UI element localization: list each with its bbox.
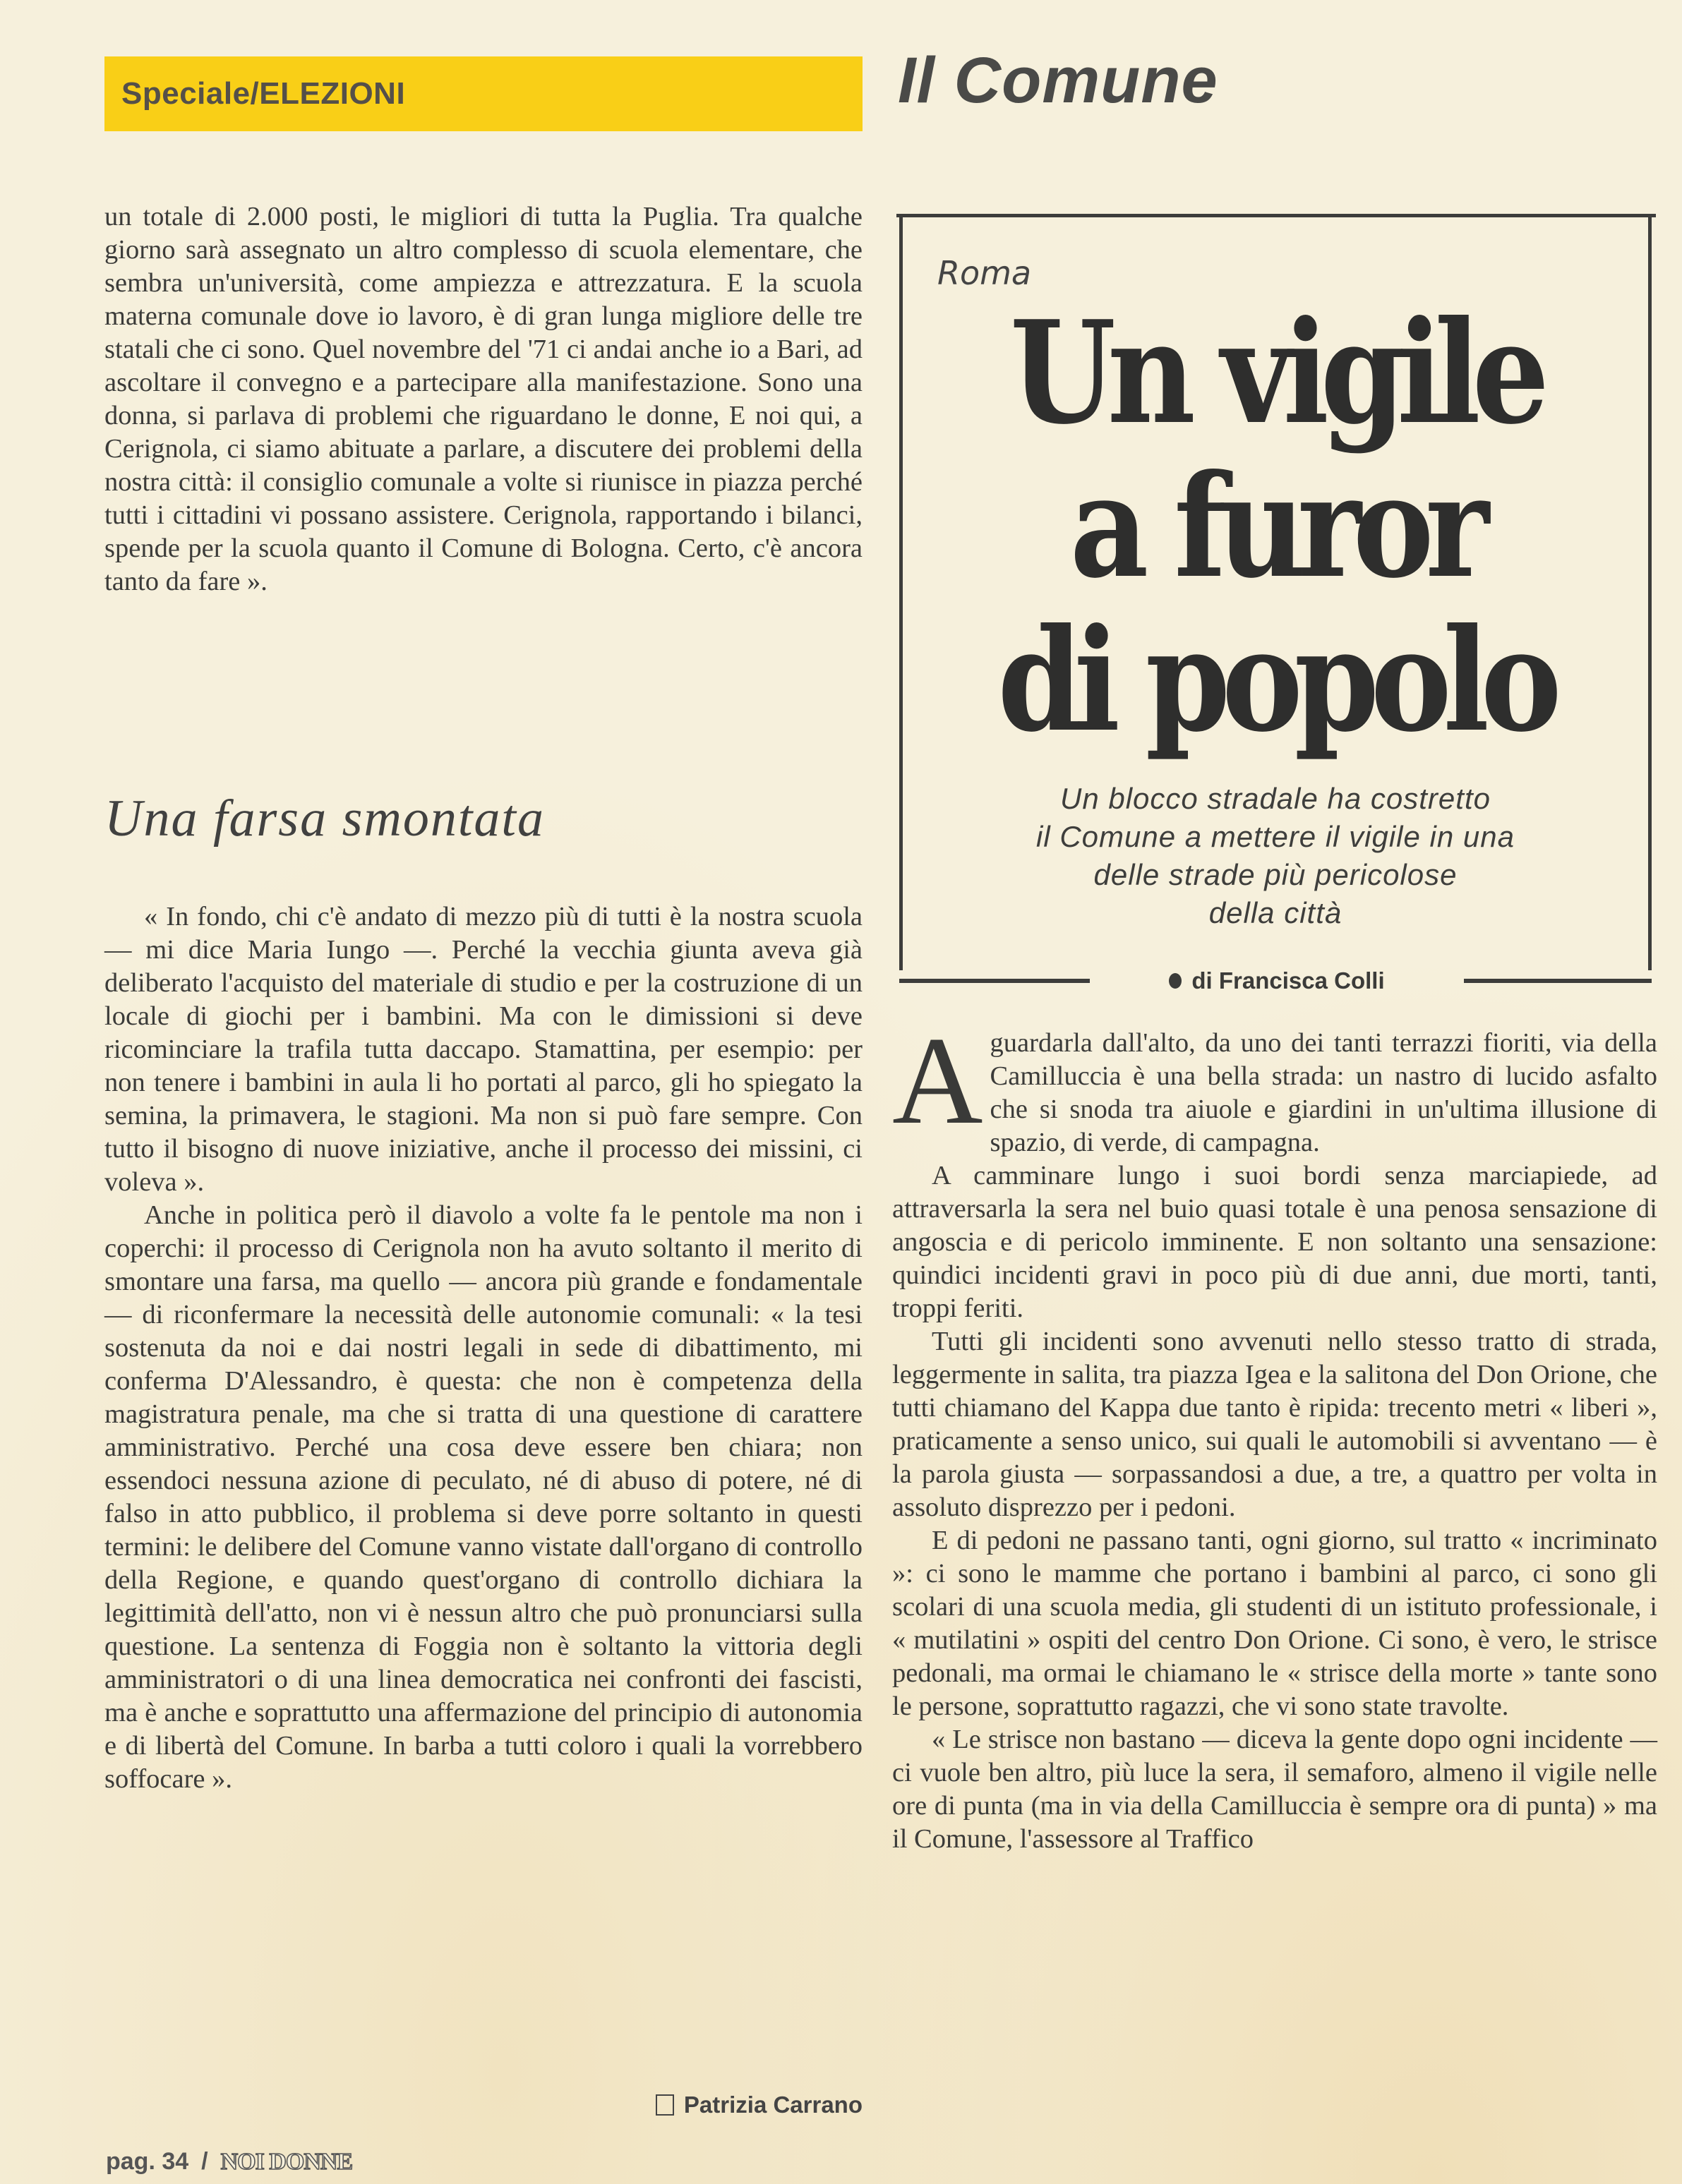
box-top-rule [896,214,1656,217]
dek-line: delle strade più pericolose [1093,858,1458,891]
paragraph: « Le strisce non bastano — diceva la gente dopo ogni incidente — ci vuole ben altro, più luce la sera, il semaforo, almeno il vigile nelle ore di punta (ma in via della Camilluccia è sempre ora di punta) » ma il Comune, l'assessore al Traffico [892,1725,1657,1854]
section-label: Speciale/ELEZIONI [121,76,406,111]
paragraph: E di pedoni ne passano tanti, ogni giorno, sul tratto « incriminato »: ci sono le mamme che portano i bambini al parco, ci sono gli scolari di una scuola media, gli studenti di un istituto professionale, i « mutilatini » ospiti del centro Don Orione. Ci sono, è vero, le strisce pedonali, ma ormai le chiamano le « strisce della morte » tante sono le persone, soprattutto ragazzi, che vi sono state travolte. [892,1526,1657,1721]
square-bullet-icon [656,2094,674,2116]
byline-rule-left [899,979,1090,983]
byline-rule-right [1464,979,1652,983]
page-number: pag. 34 [106,2148,189,2175]
page-footer [106,2148,352,2176]
paragraph: Anche in politica però il diavolo a volte fa le pentole ma non i coperchi: il processo di Cerignola non ha avuto soltanto il merito di smontare una farsa, ma quello — ancora più grande e fondamentale — di riconfermare la necessità delle autonomie comunali: « la tesi sostenuta da noi e dai nostri legali in sede di dibattimento, mi conferma D'Alessandro, è questa: che non è competenza della magistratura penale, ma che si tratta di una questione di carattere amministrativo. Perché una cosa deve essere ben chiara; non essendoci nessuna azione di peculato, né di abuso di potere, né di falso in atto pubblico, il problema si deve porre soltanto in questi termini: le delibere del Comune vanno vistate dall'organo di controllo della Regione, e quando quest'organo di controllo dichiara la legittimità dell'atto, non vi è nessun altro che può pronunciarsi sulla questione. La sentenza di Foggia non è soltanto la vittoria degli amministratori o di una linea democratica nei confronti dei fascisti, ma è anche e soprattutto una affermazione del principio di autonomia e di libertà del Comune. In barba a tutti coloro i quali la vorrebbero soffocare ». [104,1200,863,1794]
paragraph: A camminare lungo i suoi bordi senza marciapiede, ad attraversarla la sera nel buio quasi totale è una penosa sensazione di angoscia e di pericolo imminente. E non soltanto una sensazione: quindici incidenti gravi in poco più di due anni, due morti, tanti, troppi feriti. [892,1161,1657,1323]
subheading: Una farsa smontata [104,790,545,847]
bullet-dot-icon [1169,973,1182,989]
lead-text: guardarla dall'alto, da uno dei tanti terrazzi fioriti, via della Camilluccia è una bella strada: un nastro di lucido asfalto che si snoda tra aiuole e giardini in un'ultima illusione di spazio, di verde, di campagna. [990,1028,1657,1157]
deck-subtitle [899,780,1652,932]
drop-cap: A [892,1010,983,1150]
headline [952,290,1599,764]
magazine-logo: NOI DONNE [220,2148,353,2175]
left-article-intro [104,200,863,598]
footer-separator: / [201,2148,208,2175]
author-signoff [656,2092,863,2118]
paragraph: un totale di 2.000 posti, le migliori di tutta la Puglia. Tra qualche giorno sarà assegnato un altro complesso di scuola elementare, che sembra un'università, come ampiezza e attrezzatura. E la scuola materna comunale dove io lavoro, è di gran lunga migliore delle tre statali che ci sono. Quel novembre del '71 ci andai anche io a Bari, ad ascoltare il convegno e a partecipare alla manifestazione. Sono una donna, si parlava di problemi che riguardano le donne, E noi qui, a Cerignola, ci siamo abituate a parlare, a discutere dei problemi della nostra città: il consiglio comunale a volte si riunisce in piazza perché tutti i cittadini vi possano assistere. Cerignola, rapportando i bilanci, spende per la scuola quanto il Comune di Bologna. Certo, c'è ancora tanto da fare ». [104,202,863,596]
paragraph: « In fondo, chi c'è andato di mezzo più di tutti è la nostra scuola — mi dice Maria Iungo —. Perché la vecchia giunta aveva già deliberato l'acquisto del materiale di studio e per la costruzione di un locale di giochi per i bambini. Ma con le dimissioni si deve ricominciare la trafila tutta daccapo. Stamattina, per esempio: per non tenere i bambini in aula li ho portati al parco, gli ho spiegato la semina, la primavera, le stagioni. Ma non si può fare sempre. Con tutto il bisogno di nuove iniziative, anche il processo dei missini, ci voleva ». [104,902,863,1197]
headline-line: di popolo [997,598,1554,764]
dek-line: della città [1208,896,1342,929]
dek-line: il Comune a mettere il vigile in una [1036,820,1515,853]
author-name: Patrizia Carrano [683,2092,863,2118]
dek-line: Un blocco stradale ha costretto [1060,782,1491,815]
section-header-bar [104,56,863,131]
paragraph: Tutti gli incidenti sono avvenuti nello stesso tratto di strada, leggermente in salita, tra piazza Igea e la salitona del Don Orione, che tutti chiamano del Kappa due tanto è ripida: trecento metri « liberi », praticamente a senso unico, sui quali le automobili si avventano — è la parola giusta — sorpassandosi a due, a tre, a quattro per volta in assoluto disprezzo per i pedoni. [892,1327,1657,1522]
lead-paragraph [892,1010,1657,1159]
left-article-body [104,900,863,1796]
kicker: Roma [937,254,1032,292]
byline-author: di Francisca Colli [1191,967,1385,994]
right-article-body [892,1010,1657,1856]
byline-row [899,967,1652,995]
headline-line: Un vigile [1009,290,1542,456]
rubric-title: Il Comune [898,44,1218,116]
byline [1148,967,1405,994]
headline-line: a furor [1069,444,1482,610]
